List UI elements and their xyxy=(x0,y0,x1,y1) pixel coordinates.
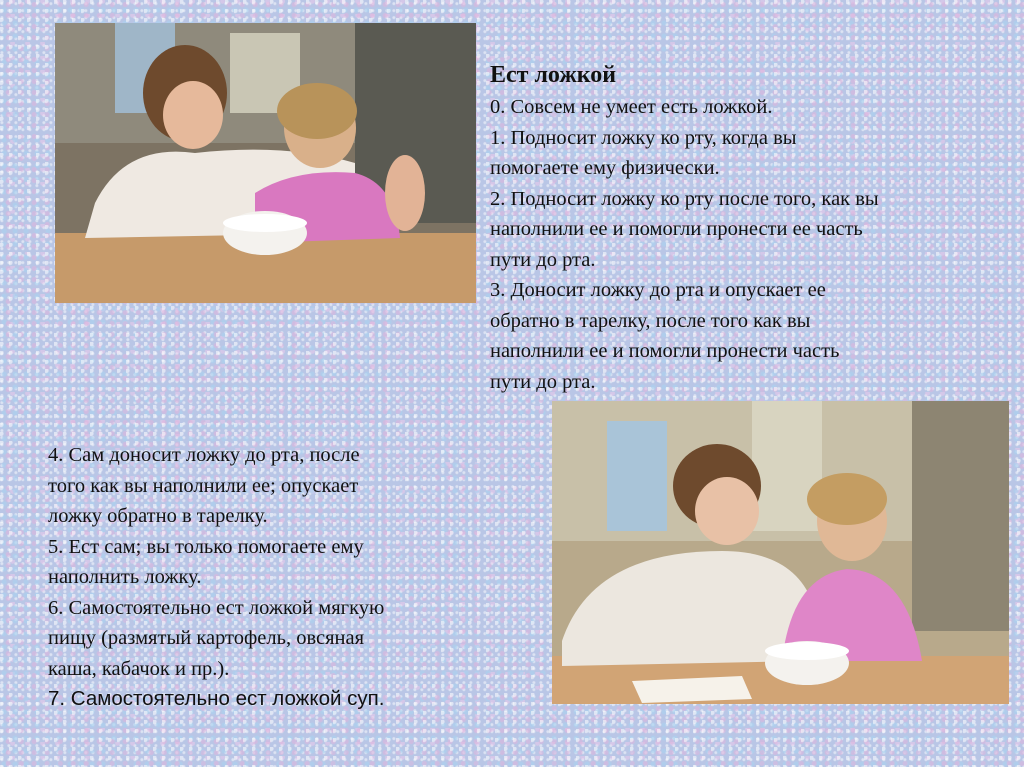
text-line: 3. Доносит ложку до рта и опускает ее xyxy=(490,279,826,301)
text-line: помогаете ему физически. xyxy=(490,157,720,179)
final-text-line: 7. Самостоятельно ест ложкой суп. xyxy=(48,687,385,710)
text-line: пищу (размятый картофель, овсяная xyxy=(48,627,365,649)
photo-top-image xyxy=(55,23,476,303)
text-line: 0. Совсем не умеет есть ложкой. xyxy=(490,96,773,118)
text-line: 2. Подносит ложку ко рту после того, как вы xyxy=(490,187,879,210)
text-line: пути до рта. xyxy=(490,248,596,271)
section-heading: Ест ложкой xyxy=(490,62,617,88)
top-text-block xyxy=(490,58,1010,397)
text-line: пути до рта. xyxy=(490,370,596,393)
text-line: 1. Подносит ложку ко рту, когда вы xyxy=(490,126,797,149)
text-line: того как вы наполнили ее; опускает xyxy=(48,474,359,497)
text-line: наполнить ложку. xyxy=(48,566,202,588)
text-line: 6. Самостоятельно ест ложкой мягкую xyxy=(48,596,385,619)
photo-woman-helping-girl-eat xyxy=(55,23,476,303)
text-line: 5. Ест сам; вы только помогаете ему xyxy=(48,535,364,558)
photo-bottom-image xyxy=(552,401,1009,704)
text-line: наполнили ее и помогли пронести часть xyxy=(490,340,840,362)
text-line: ложку обратно в тарелку. xyxy=(48,505,268,527)
photo-girl-eating-with-spoon xyxy=(552,401,1009,704)
bottom-text-block xyxy=(48,440,518,715)
text-line: 4. Сам доносит ложку до рта, после xyxy=(48,444,360,466)
text-line: обратно в тарелку, после того как вы xyxy=(490,309,811,332)
text-line: каша, кабачок и пр.). xyxy=(48,657,230,680)
text-line: наполнили ее и помогли пронести ее часть xyxy=(490,218,863,240)
